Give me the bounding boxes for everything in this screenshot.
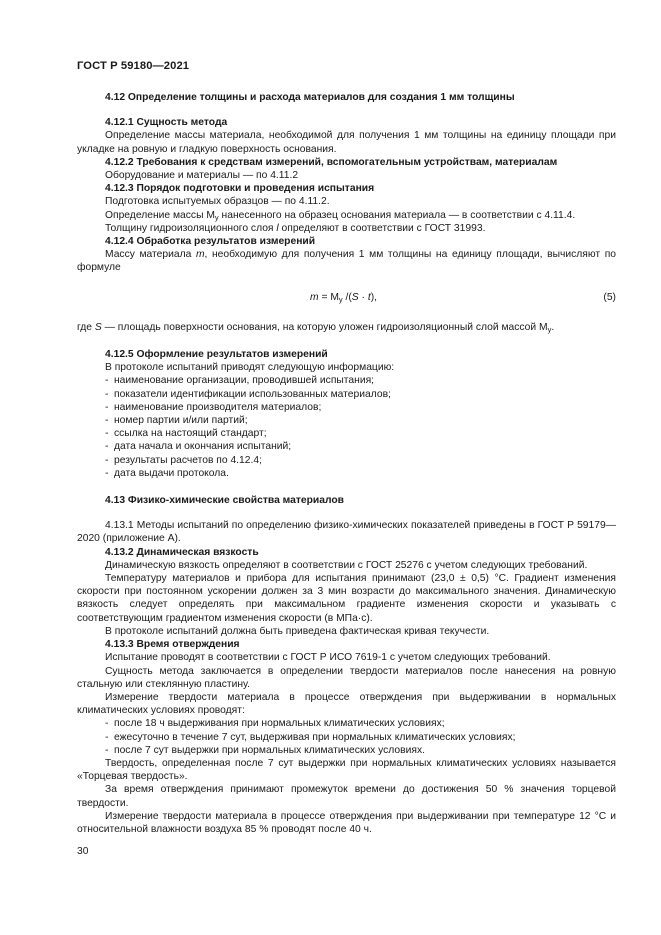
variable: S (94, 321, 102, 333)
heading-4-12-2: 4.12.2 Требования к средствам измерений, вспомогательным устройствам, материалам (105, 156, 558, 168)
heading-4-13-2: 4.13.2 Динамическая вязкость (105, 546, 259, 558)
list-item (77, 401, 616, 414)
paragraph: Температуру материалов и прибора для испытания принимают (23,0 ± 0,5) °C. Градиент изменения скорости при постоянном ускорении должен за 3 мин возрасти до максимального значения. Динамическую вязкость следует определять при максимальном градиенте изменения скорости и указывать с соответствующим градиентом изменения скорости (в МПа·с). (77, 573, 616, 624)
list-item (77, 427, 616, 440)
list-item (77, 744, 616, 757)
list-item-text: ссылка на настоящий стандарт; (114, 428, 267, 440)
protocol-info-list (77, 374, 616, 480)
list-item (77, 454, 616, 467)
heading-4-12-5: 4.12.5 Оформление результатов измерений (105, 349, 328, 361)
text-run: определяют в соответствии с ГОСТ 31993. (278, 222, 486, 234)
variable: m (195, 249, 205, 261)
paragraph: 4.13.1 Методы испытаний по определению физико-химических показателей приведены в ГОСТ Р 59179—2020 (приложение А). (77, 520, 616, 545)
list-item (77, 388, 616, 401)
variable: l (276, 222, 279, 234)
hardness-measurement-list (77, 717, 616, 757)
paragraph: За время отверждения принимают промежуток времени до достижения 50 % значения торцевой твердости. (77, 784, 616, 809)
paragraph: В протоколе испытаний должна быть приведена фактическая кривая текучести. (105, 625, 490, 637)
heading-4-13-3: 4.13.3 Время отверждения (105, 639, 240, 651)
paragraph: Сущность метода заключается в определении твердости материалов после нанесения на ровную стальную или стеклянную пластину. (77, 665, 616, 690)
paragraph: Измерение твердости материала в процессе отверждения при выдерживании при температуре 12 °C и относительной влажности воздуха 85 % проводят после 40 ч. (77, 810, 616, 835)
list-item (77, 414, 616, 427)
subscript: у (547, 324, 552, 334)
heading-4-12-4: 4.12.4 Обработка результатов измерений (105, 236, 316, 248)
list-item (77, 440, 616, 453)
subscript: у (214, 212, 219, 222)
formula-legend (77, 321, 616, 334)
paragraph: Оборудование и материалы — по 4.11.2 (105, 170, 299, 182)
list-item-text: ежесуточно в течение 7 сут, выдерживая при нормальных климатических условиях; (114, 731, 516, 743)
list-item-text: дата начала и окончания испытаний; (114, 441, 292, 453)
section-4-12-title: 4.12 Определение толщины и расхода материалов для создания 1 мм толщины (105, 92, 515, 103)
variable: t (367, 291, 371, 303)
formula-number: (5) (603, 291, 616, 303)
paragraph: Определение массы материала, необходимой для получения 1 мм толщины на единицу площади при укладке на ровную и гладкую поверхность основания. (77, 130, 616, 155)
heading-4-12-3: 4.12.3 Порядок подготовки и проведения испытания (105, 183, 375, 195)
subscript: у (338, 294, 343, 304)
text-run: нанесенного на образец основания материала — в соответствии с 4.11.4. (218, 209, 576, 221)
text-run: Определение массы M (105, 209, 215, 221)
list-item-text: дата выдачи протокола. (114, 467, 229, 479)
text-run: Толщину гидроизоляционного слоя (105, 222, 277, 234)
list-item (77, 467, 616, 480)
paragraph: Испытание проводят в соответствии с ГОСТ Р ИСО 7619-1 с учетом следующих требований. (105, 652, 551, 664)
text-run: /( (342, 291, 352, 303)
list-item-text: наименование производителя материалов; (114, 401, 322, 413)
list-item (77, 374, 616, 387)
text-run: — площадь поверхности основания, на которую уложен гидроизоляционный слой массой M (101, 321, 548, 333)
paragraph: Твердость, определенная после 7 сут выдержки при нормальных климатических условиях называется «Торцевая твердость». (77, 757, 616, 783)
list-item-text: показатели идентификации использованных материалов; (114, 388, 391, 400)
text-run: Массу материала (105, 249, 196, 261)
list-item (77, 731, 616, 744)
paragraph (77, 222, 616, 235)
text-run: ), (370, 291, 377, 303)
list-item-text: наименование организации, проводившей испытания; (114, 375, 375, 387)
text-run: . (551, 321, 555, 333)
list-item (77, 717, 616, 730)
variable: m (310, 291, 319, 303)
standard-header: ГОСТ Р 59180—2021 (77, 60, 190, 72)
paragraph (77, 209, 616, 222)
paragraph (77, 248, 616, 274)
formula-5 (77, 291, 616, 304)
heading-4-12-1: 4.12.1 Сущность метода (105, 117, 228, 129)
formula-expression (310, 291, 377, 304)
text-run: , необходимую для получения 1 мм толщины на единицу площади, вычисляют по формуле (77, 249, 616, 274)
text-run: где (77, 321, 95, 333)
list-item-text: результаты расчетов по 4.12.4; (114, 454, 262, 466)
document-body (77, 91, 616, 836)
paragraph: Динамическую вязкость определяют в соответствии с ГОСТ 25276 с учетом следующих требований. (105, 559, 588, 571)
paragraph: В протоколе испытаний приводят следующую информацию: (105, 362, 395, 374)
list-item-text: номер партии и/или партий; (114, 415, 248, 427)
list-item-text: после 7 сут выдержки при нормальных климатических условиях. (114, 744, 425, 756)
paragraph: Подготовка испытуемых образцов — по 4.11.2. (105, 196, 330, 208)
page-number: 30 (77, 846, 89, 857)
text-run: = M (318, 291, 339, 303)
paragraph: Измерение твердости материала в процессе отверждения при выдерживании в нормальных климатических условиях проводят: (77, 691, 616, 717)
section-4-13-title: 4.13 Физико-химические свойства материалов (105, 495, 345, 507)
list-item-text: после 18 ч выдерживания при нормальных климатических условиях; (114, 718, 445, 730)
variable: S (351, 291, 359, 303)
text-run: · (358, 291, 368, 303)
